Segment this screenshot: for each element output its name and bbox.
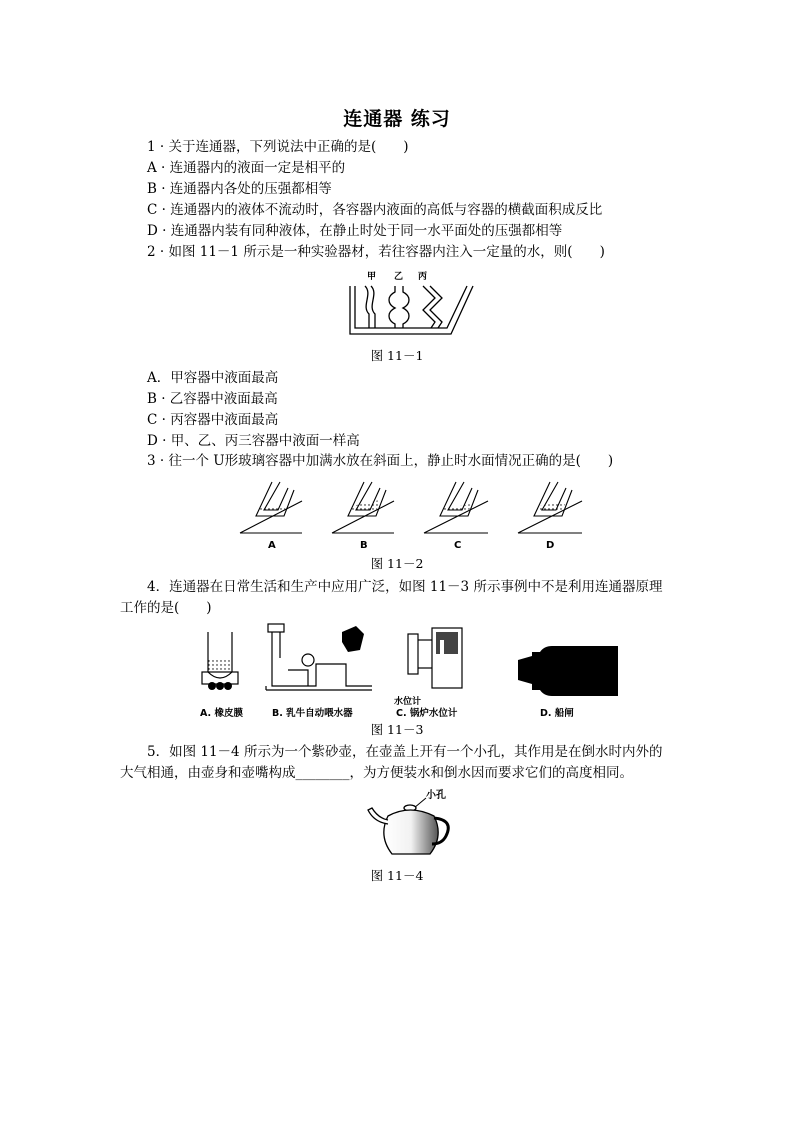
fig-option-c-label: C. 锅炉水位计 (396, 708, 458, 719)
q4-stem-line1: 4．连通器在日常生活和生产中应用广泛，如图 11－3 所示事例中不是利用连通器原理 (147, 579, 663, 595)
figure-11-4-caption: 图 11－4 (370, 868, 424, 883)
q2-option-a: A．甲容器中液面最高 (147, 370, 279, 386)
fig-option-a-label: A (268, 540, 276, 551)
fig-option-a-label: A. 橡皮膜 (200, 708, 243, 719)
fig-option-b-label: B. 乳牛自动喂水器 (272, 708, 353, 719)
q1-stem: 1 · 关于连通器，下列说法中正确的是( ) (147, 139, 409, 155)
figure-11-4-teapot (364, 786, 456, 864)
figure-11-1-caption: 图 11－1 (370, 348, 424, 363)
fig-option-d-label: D (546, 540, 555, 551)
q1-option-b: B · 连通器内各处的压强都相等 (147, 181, 332, 197)
fig-option-b-label: B (360, 540, 368, 551)
q1-option-c: C · 连通器内的液体不流动时，各容器内液面的高低与容器的横截面积成反比 (147, 202, 603, 218)
page-title: 连通器 练习 (343, 108, 451, 130)
q5-stem-line2: 大气相通，由壶身和壶嘴构成________，为方便装水和倒水因而要求它们的高度相同。 (120, 765, 633, 781)
q1-option-a: A · 连通器内的液面一定是相平的 (147, 160, 346, 176)
q5-stem-line1: 5．如图 11－4 所示为一个紫砂壶，在壶盖上开有一个小孔，其作用是在倒水时内外的 (147, 744, 663, 760)
q2-option-d: D · 甲、乙、丙三容器中液面一样高 (147, 433, 360, 449)
fig-option-d-label: D. 船闸 (540, 708, 574, 719)
figure-11-2-u-tubes-on-slope (236, 476, 586, 554)
q1-option-d: D · 连通器内装有同种液体，在静止时处于同一水平面处的压强都相等 (147, 223, 563, 239)
fig-option-c-label: C (454, 540, 462, 551)
gauge-label: 水位计 (394, 697, 422, 707)
q2-option-c: C · 丙容器中液面最高 (147, 412, 279, 428)
fig-label-yi: 乙 (394, 272, 404, 282)
q2-stem: 2 · 如图 11－1 所示是一种实验器材，若往容器内注入一定量的水，则( ) (147, 244, 605, 260)
fig-label-jia: 甲 (367, 272, 377, 282)
q4-stem-line2: 工作的是( ) (120, 600, 212, 616)
figure-11-1-connected-vessels (343, 266, 475, 340)
figure-11-3-applications (196, 620, 624, 720)
q3-stem: 3 · 往一个 U形玻璃容器中加满水放在斜面上，静止时水面情况正确的是( ) (147, 453, 614, 469)
q2-option-b: B · 乙容器中液面最高 (147, 391, 278, 407)
hole-label: 小孔 (426, 790, 446, 801)
fig-label-bing: 丙 (418, 272, 428, 282)
figure-11-2-caption: 图 11－2 (370, 556, 424, 571)
figure-11-3-caption: 图 11－3 (370, 722, 424, 737)
